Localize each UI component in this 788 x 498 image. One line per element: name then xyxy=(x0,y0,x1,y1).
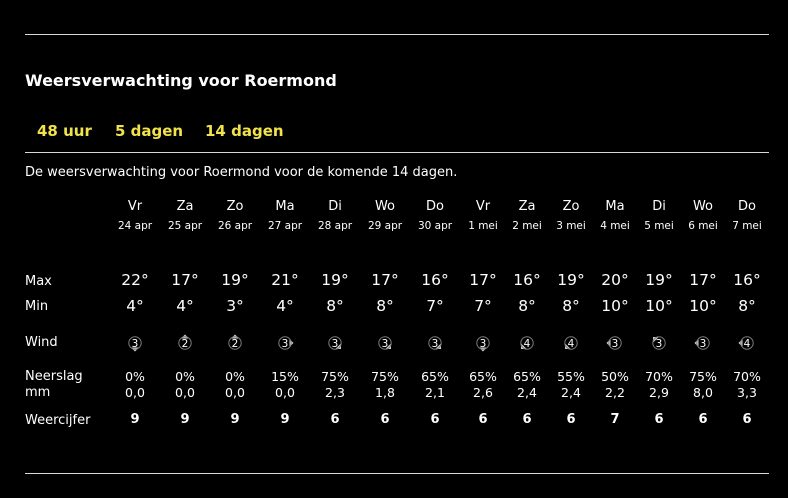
precip-amount: 1,8 xyxy=(375,385,395,400)
max-temp: 19° xyxy=(221,271,249,289)
row-label-min: Min xyxy=(25,299,49,314)
day-date: 4 mei xyxy=(600,220,630,232)
weather-score: 7 xyxy=(610,412,620,427)
wind-direction-icon xyxy=(318,334,352,352)
row-label-neerslag: Neerslag xyxy=(25,369,83,384)
precip-amount: 0,0 xyxy=(225,385,245,400)
wind-indicator xyxy=(590,334,640,352)
min-temp: 4° xyxy=(276,297,294,315)
day-name: Za xyxy=(176,199,194,214)
precip-amount: 2,9 xyxy=(649,385,669,400)
wind-force: 2 xyxy=(181,337,189,350)
weather-score: 6 xyxy=(522,412,532,427)
day-name: Zo xyxy=(562,199,580,214)
tab-5-dagen[interactable]: 5 dagen xyxy=(115,122,184,140)
precip-chance: 70% xyxy=(733,369,761,384)
day-date: 28 apr xyxy=(317,220,353,232)
day-name: Do xyxy=(738,199,756,214)
min-temp: 4° xyxy=(126,297,144,315)
wind-force: 3 xyxy=(655,337,663,350)
wind-indicator xyxy=(678,334,728,352)
max-temp: 22° xyxy=(121,271,149,289)
day-date: 5 mei xyxy=(644,220,674,232)
min-temp: 10° xyxy=(601,297,629,315)
day-name: Wo xyxy=(374,199,396,214)
min-temp: 4° xyxy=(176,297,194,315)
wind-indicator xyxy=(310,334,360,352)
day-date: 27 apr xyxy=(267,220,303,232)
precip-chance: 65% xyxy=(469,369,497,384)
wind-indicator xyxy=(210,334,260,352)
day-name: Za xyxy=(518,199,536,214)
wind-indicator xyxy=(360,334,410,352)
wind-direction-icon xyxy=(686,334,720,352)
weather-score: 9 xyxy=(130,412,140,427)
weather-score: 9 xyxy=(180,412,190,427)
max-temp: 17° xyxy=(689,271,717,289)
day-name: Di xyxy=(652,199,666,214)
day-name: Vr xyxy=(475,199,491,214)
precip-amount: 2,6 xyxy=(473,385,493,400)
precip-amount: 0,0 xyxy=(275,385,295,400)
day-name: Vr xyxy=(127,199,143,214)
weather-score: 9 xyxy=(280,412,290,427)
day-name: Ma xyxy=(605,199,625,214)
precip-chance: 50% xyxy=(601,369,629,384)
min-temp: 7° xyxy=(474,297,492,315)
day-date: 7 mei xyxy=(732,220,762,232)
day-date: 3 mei xyxy=(556,220,586,232)
day-name: Zo xyxy=(226,199,244,214)
weather-score: 6 xyxy=(380,412,390,427)
precip-chance: 75% xyxy=(689,369,717,384)
wind-force: 3 xyxy=(479,337,487,350)
wind-direction-icon xyxy=(642,334,676,352)
min-temp: 10° xyxy=(645,297,673,315)
min-temp: 8° xyxy=(562,297,580,315)
weather-score: 6 xyxy=(566,412,576,427)
max-temp: 19° xyxy=(321,271,349,289)
wind-force: 4 xyxy=(743,337,751,350)
wind-indicator xyxy=(160,334,210,352)
precip-chance: 65% xyxy=(421,369,449,384)
day-name: Wo xyxy=(692,199,714,214)
precip-chance: 75% xyxy=(321,369,349,384)
tab-48-uur[interactable]: 48 uur xyxy=(37,122,92,140)
wind-force: 3 xyxy=(611,337,619,350)
day-name: Di xyxy=(328,199,342,214)
min-temp: 3° xyxy=(226,297,244,315)
wind-direction-icon xyxy=(554,334,588,352)
precip-amount: 0,0 xyxy=(125,385,145,400)
precip-amount: 2,3 xyxy=(325,385,345,400)
min-temp: 8° xyxy=(518,297,536,315)
wind-direction-icon xyxy=(510,334,544,352)
wind-direction-icon xyxy=(118,334,152,352)
max-temp: 16° xyxy=(513,271,541,289)
day-date: 25 apr xyxy=(167,220,203,232)
wind-force: 3 xyxy=(331,337,339,350)
precip-amount: 2,1 xyxy=(425,385,445,400)
intro-text: De weersverwachting voor Roermond voor de komende 14 dagen. xyxy=(25,165,458,180)
bottom-divider xyxy=(25,473,769,474)
page-title: Weersverwachting voor Roermond xyxy=(25,71,337,90)
precip-chance: 65% xyxy=(513,369,541,384)
day-date: 29 apr xyxy=(367,220,403,232)
min-temp: 7° xyxy=(426,297,444,315)
wind-indicator xyxy=(410,334,460,352)
weather-score: 6 xyxy=(430,412,440,427)
wind-direction-icon xyxy=(418,334,452,352)
day-date: 24 apr xyxy=(117,220,153,232)
day-name: Do xyxy=(426,199,444,214)
wind-direction-icon xyxy=(730,334,764,352)
max-temp: 16° xyxy=(421,271,449,289)
wind-indicator xyxy=(546,334,596,352)
max-temp: 20° xyxy=(601,271,629,289)
max-temp: 19° xyxy=(645,271,673,289)
wind-force: 3 xyxy=(131,337,139,350)
row-label-max: Max xyxy=(25,274,52,289)
wind-force: 3 xyxy=(699,337,707,350)
wind-indicator xyxy=(634,334,684,352)
wind-force: 3 xyxy=(431,337,439,350)
wind-force: 2 xyxy=(231,337,239,350)
wind-direction-icon xyxy=(466,334,500,352)
wind-direction-icon xyxy=(598,334,632,352)
wind-indicator xyxy=(260,334,310,352)
wind-force: 4 xyxy=(523,337,531,350)
weather-score: 6 xyxy=(654,412,664,427)
row-label-weercijfer: Weercijfer xyxy=(25,413,91,428)
min-temp: 8° xyxy=(376,297,394,315)
precip-chance: 15% xyxy=(271,369,299,384)
min-temp: 10° xyxy=(689,297,717,315)
weather-score: 6 xyxy=(742,412,752,427)
day-name: Ma xyxy=(275,199,295,214)
max-temp: 19° xyxy=(557,271,585,289)
precip-amount: 2,4 xyxy=(517,385,537,400)
min-temp: 8° xyxy=(326,297,344,315)
day-date: 30 apr xyxy=(417,220,453,232)
precip-chance: 75% xyxy=(371,369,399,384)
precip-amount: 8,0 xyxy=(693,385,713,400)
tab-14-dagen[interactable]: 14 dagen xyxy=(205,122,284,140)
precip-amount: 2,4 xyxy=(561,385,581,400)
wind-direction-icon xyxy=(168,334,202,352)
wind-indicator xyxy=(110,334,160,352)
wind-indicator xyxy=(502,334,552,352)
weather-score: 6 xyxy=(698,412,708,427)
day-date: 26 apr xyxy=(217,220,253,232)
weather-score: 6 xyxy=(330,412,340,427)
max-temp: 17° xyxy=(469,271,497,289)
max-temp: 21° xyxy=(271,271,299,289)
tabs-divider xyxy=(25,152,769,153)
wind-indicator xyxy=(722,334,772,352)
wind-direction-icon xyxy=(268,334,302,352)
wind-force: 3 xyxy=(381,337,389,350)
weather-score: 6 xyxy=(478,412,488,427)
wind-force: 4 xyxy=(567,337,575,350)
weather-score: 9 xyxy=(230,412,240,427)
top-divider xyxy=(25,34,769,35)
precip-chance: 0% xyxy=(225,369,245,384)
row-label-mm: mm xyxy=(25,385,51,400)
day-date: 2 mei xyxy=(512,220,542,232)
precip-amount: 2,2 xyxy=(605,385,625,400)
wind-indicator xyxy=(458,334,508,352)
wind-direction-icon xyxy=(368,334,402,352)
precip-chance: 0% xyxy=(125,369,145,384)
min-temp: 8° xyxy=(738,297,756,315)
wind-direction-icon xyxy=(218,334,252,352)
precip-chance: 0% xyxy=(175,369,195,384)
max-temp: 17° xyxy=(171,271,199,289)
precip-chance: 70% xyxy=(645,369,673,384)
day-date: 6 mei xyxy=(688,220,718,232)
precip-chance: 55% xyxy=(557,369,585,384)
max-temp: 16° xyxy=(733,271,761,289)
wind-force: 3 xyxy=(281,337,289,350)
max-temp: 17° xyxy=(371,271,399,289)
day-date: 1 mei xyxy=(468,220,498,232)
precip-amount: 3,3 xyxy=(737,385,757,400)
row-label-wind: Wind xyxy=(25,335,58,350)
precip-amount: 0,0 xyxy=(175,385,195,400)
